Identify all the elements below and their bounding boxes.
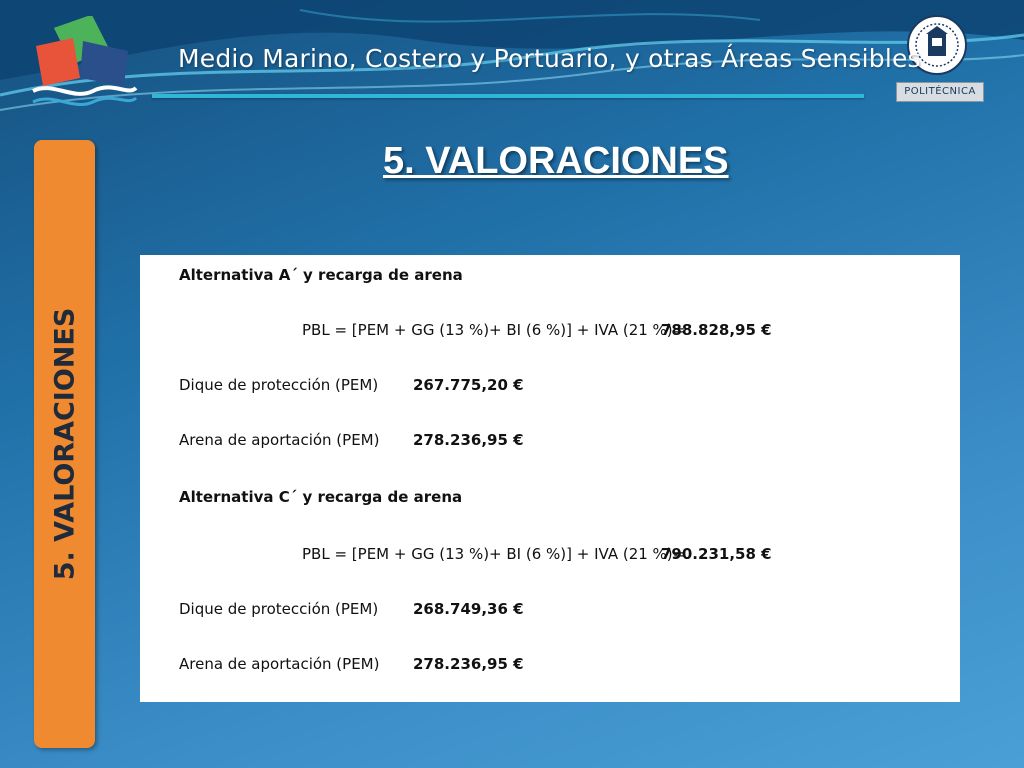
alt-c-pbl-value: 790.231,58 € xyxy=(661,545,772,563)
alt-a-arena-value: 278.236,95 € xyxy=(413,431,524,449)
alt-c-heading: Alternativa C´ y recarga de arena xyxy=(179,488,463,506)
alt-a-dique-value: 267.775,20 € xyxy=(413,376,524,394)
content-panel xyxy=(140,255,960,702)
project-logo xyxy=(28,16,138,111)
alt-a-dique-label: Dique de protección (PEM) xyxy=(179,376,379,394)
alt-c-pbl-formula: PBL = [PEM + GG (13 %)+ BI (6 %)] + IVA (21 %)= xyxy=(302,545,686,563)
header-divider xyxy=(152,94,864,98)
alt-a-pbl-value: 788.828,95 € xyxy=(661,321,772,339)
alt-a-arena-label: Arena de aportación (PEM) xyxy=(179,431,380,449)
alt-c-dique-label: Dique de protección (PEM) xyxy=(179,600,379,618)
alt-a-heading: Alternativa A´ y recarga de arena xyxy=(179,266,463,284)
alt-c-arena-label: Arena de aportación (PEM) xyxy=(179,655,380,673)
alt-c-arena-value: 278.236,95 € xyxy=(413,655,524,673)
alt-a-pbl-formula: PBL = [PEM + GG (13 %)+ BI (6 %)] + IVA (21 %)= xyxy=(302,321,686,339)
section-side-tab xyxy=(34,140,95,748)
institution-label: POLITÉCNICA xyxy=(896,82,984,102)
header-title: Medio Marino, Costero y Portuario, y otras Áreas Sensibles xyxy=(178,44,921,73)
side-tab-label: 5. VALORACIONES xyxy=(49,307,80,581)
alt-c-dique-value: 268.749,36 € xyxy=(413,600,524,618)
page-title: 5. VALORACIONES xyxy=(383,140,729,182)
